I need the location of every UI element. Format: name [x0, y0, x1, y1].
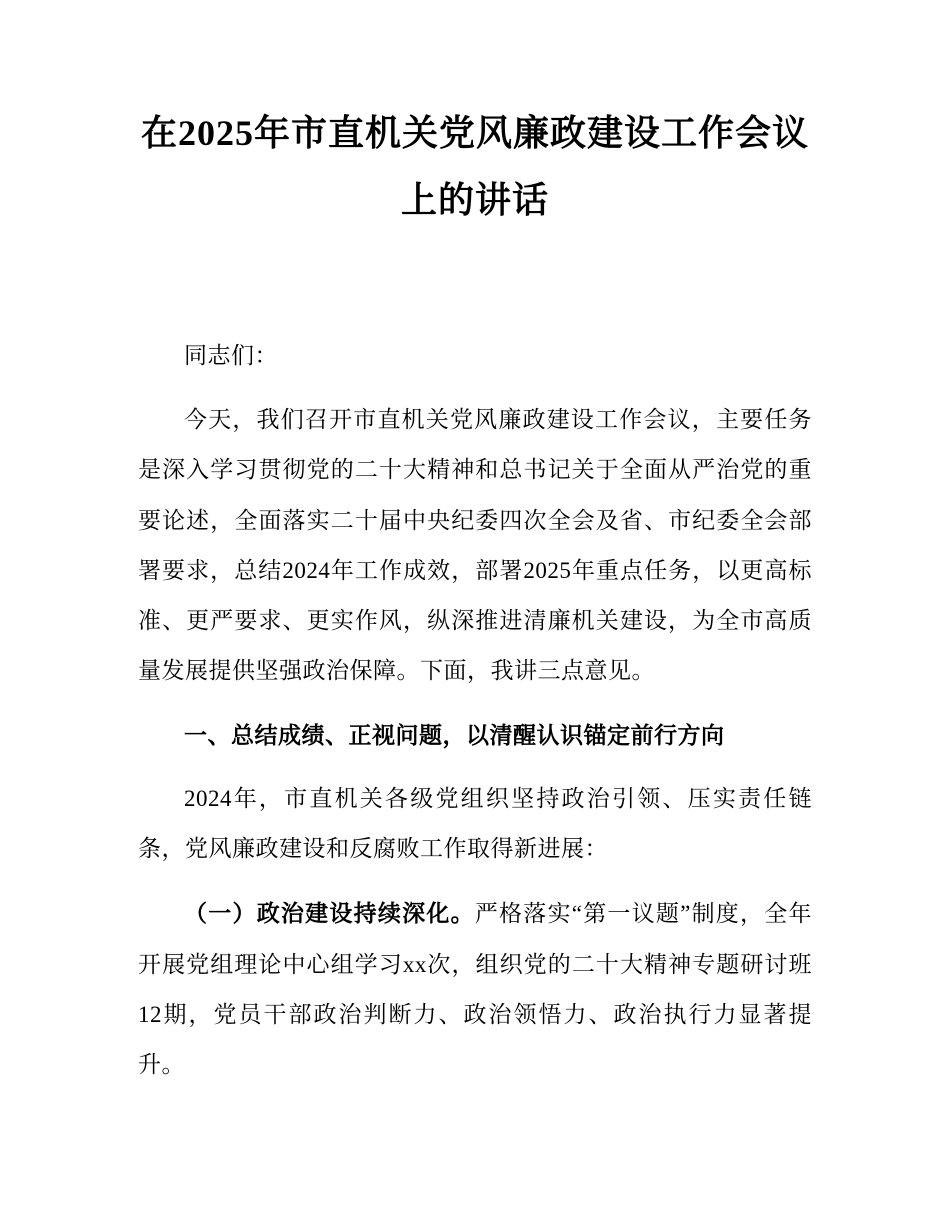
- salutation-paragraph: 同志们：: [184, 343, 278, 369]
- section-1-intro-paragraph: 2024年，市直机关各级党组织坚持政治引领、压实责任链条，党风廉政建设和反腐败工作取得新进展：: [138, 786, 812, 862]
- document-title: 在2025年市直机关党风廉政建设工作会议上的讲话: [140, 113, 809, 220]
- intro-paragraph: 今天，我们召开市直机关党风廉政建设工作会议，主要任务是深入学习贯彻党的二十大精神和总书记关于全面从严治党的重要论述，全面落实二十届中央纪委四次全会及省、市纪委全会部署要求，总结2024年工作成效，部署2025年重点任务，以更高标准、更严要求、更实作风，纵深推进清廉机关建设，为全市高质量发展提供坚强政治保障。下面，我讲三点意见。: [138, 407, 812, 683]
- point-1-lead: （一）政治建设持续深化。: [184, 900, 475, 927]
- point-1-text: 严格落实“第一议题”制度，全年开展党组理论中心组学习xx次，组织党的二十大精神专题研讨班12期，党员干部政治判断力、政治领悟力、政治执行力显著提升。: [138, 901, 813, 1077]
- point-1-paragraph: [138, 888, 812, 1090]
- section-1-heading: 一、总结成绩、正视问题，以清醒认识锚定前行方向: [184, 722, 725, 749]
